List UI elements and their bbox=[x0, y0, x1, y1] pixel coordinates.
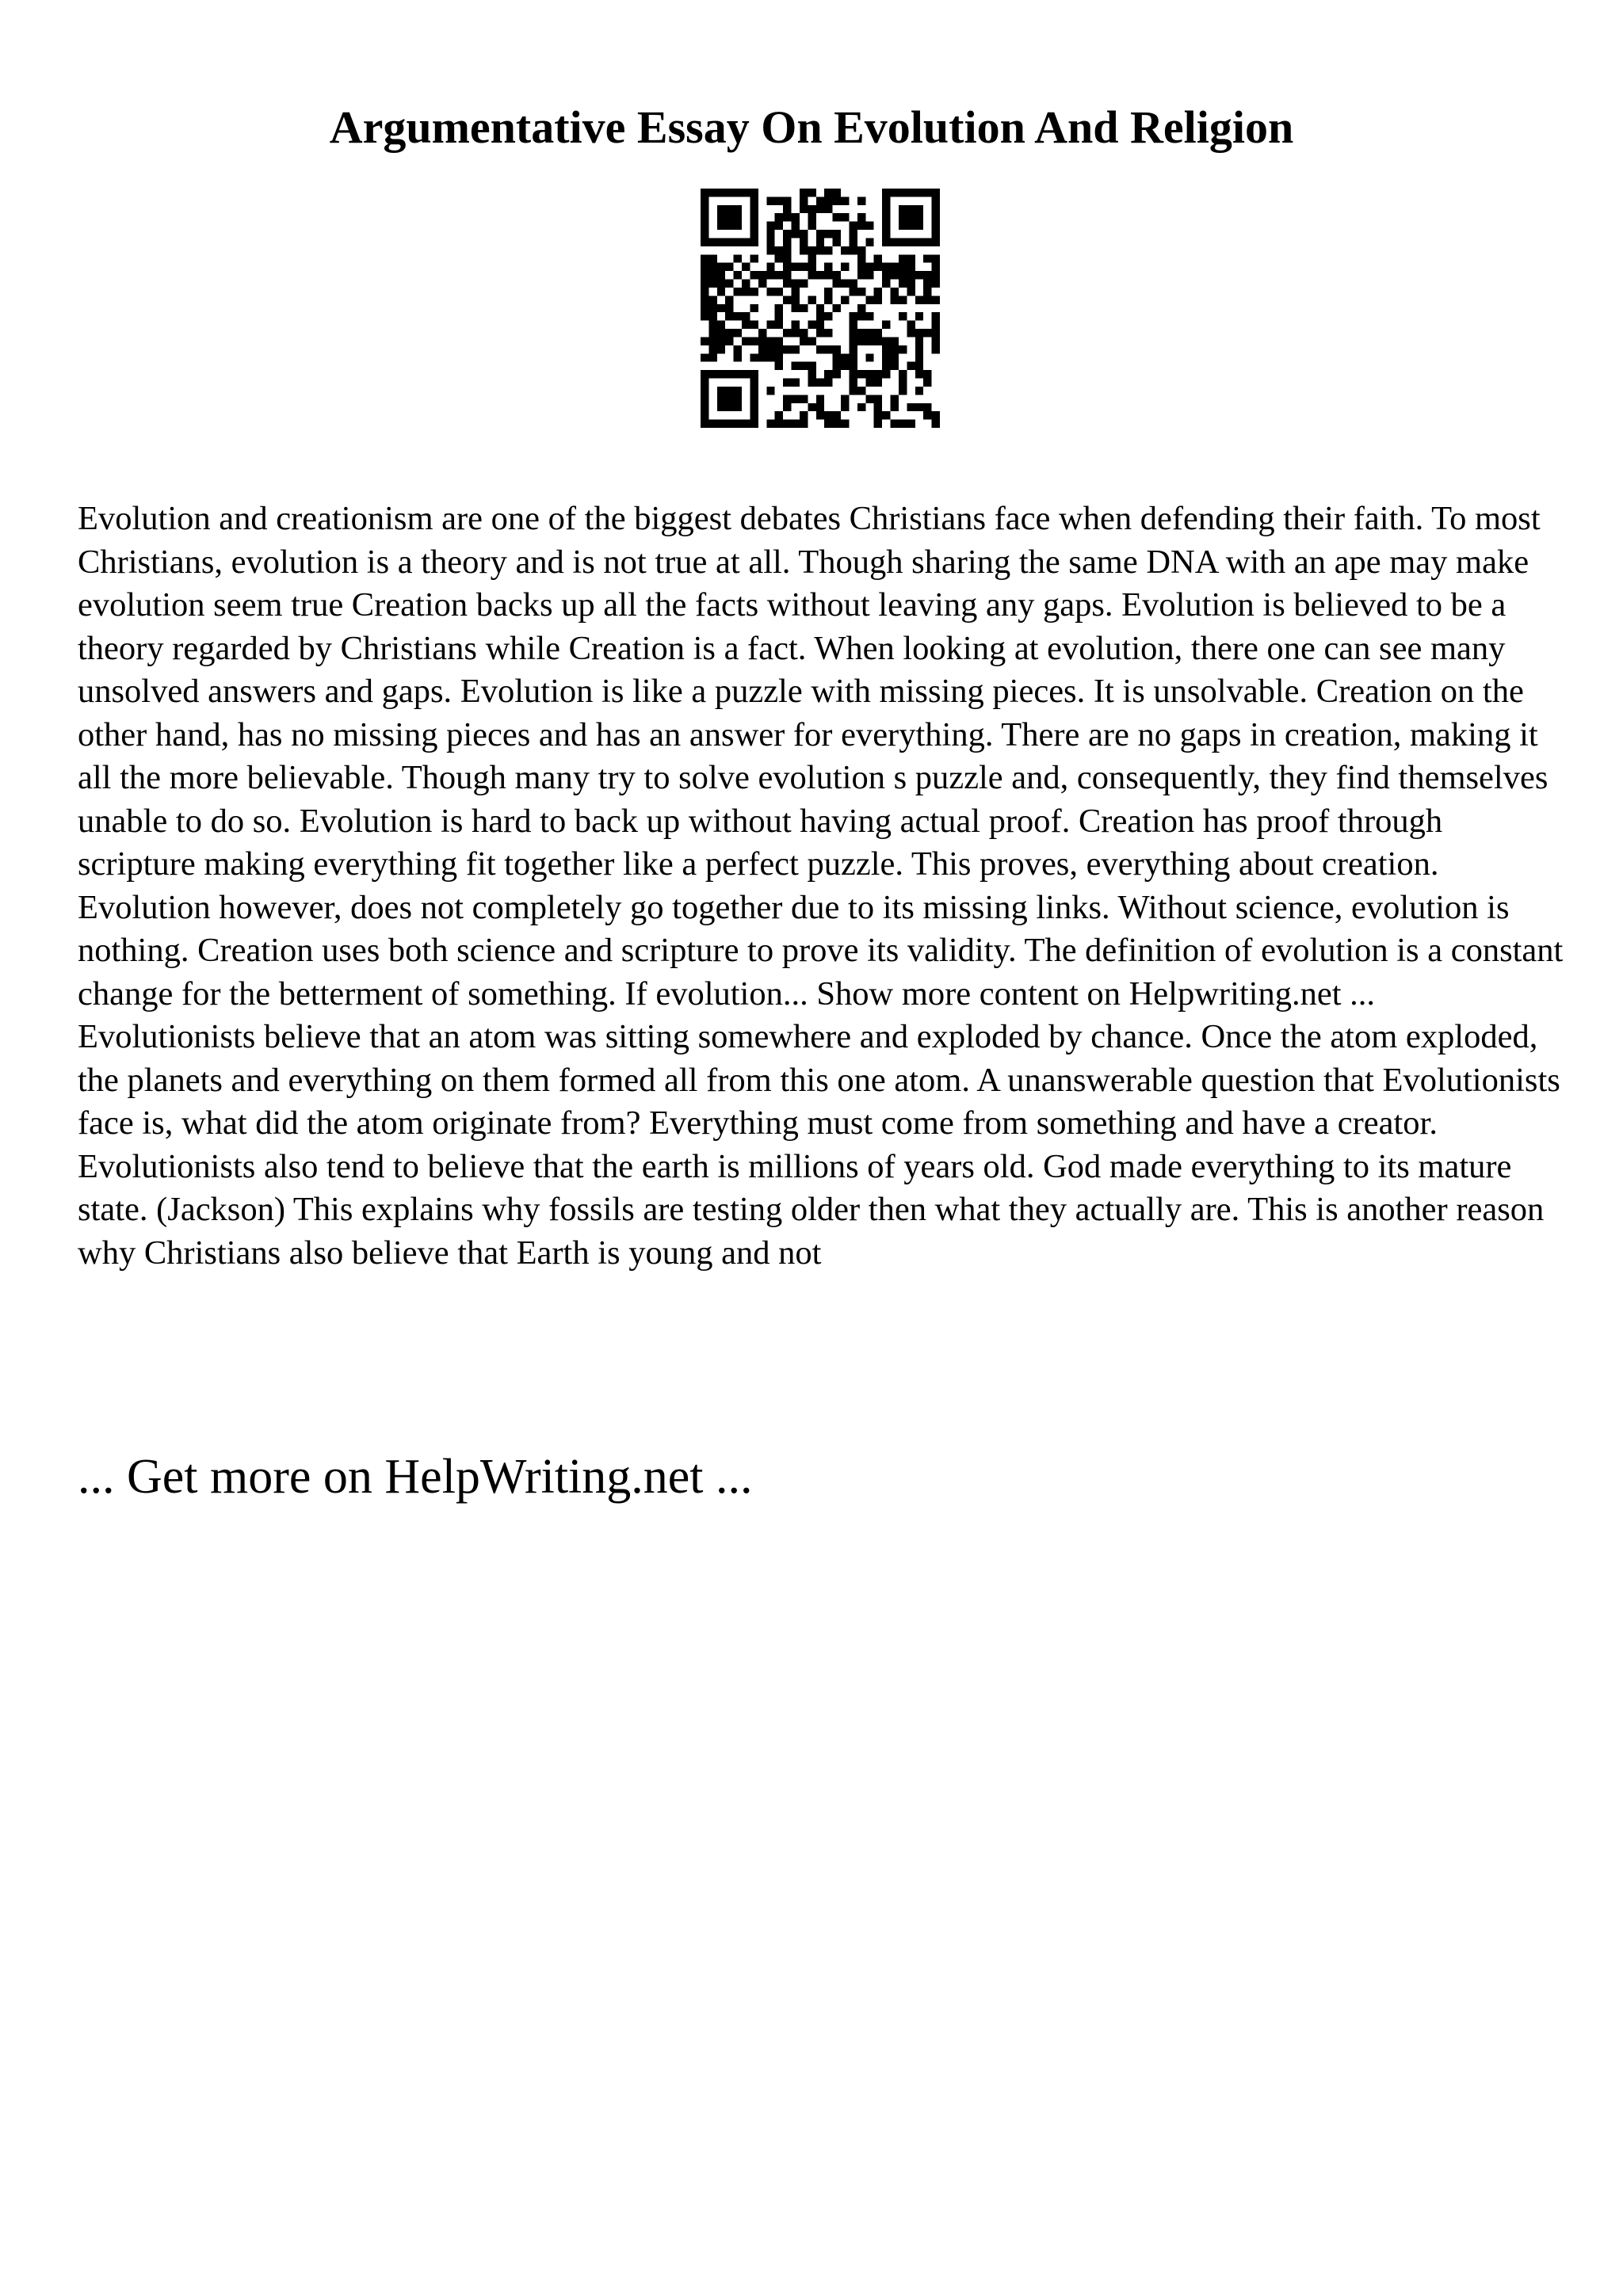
qr-code[interactable] bbox=[701, 189, 940, 428]
essay-paragraph-2: Evolutionists believe that an atom was sitting somewhere and exploded by chance. Once the atom exploded, the planets and everything on them formed all from this one atom. A unanswerable question that Evolutionists face is, what did the atom originate from? Everything must come from something and have a creator. Evolutionists also tend to believe that the earth is millions of years old. God made everything to its mature state. (Jackson) This explains why fossils are testing older then what they actually are. This is another reason why Christians also believe that Earth is young and not bbox=[78, 1018, 1560, 1272]
essay-paragraph-1: Evolution and creationism are one of the biggest debates Christians face when defending their faith. To most Christians, evolution is a theory and is not true at all. Though sharing the same DNA with an ape may make evolution seem true Creation backs up all the facts without leaving any gaps. Evolution is believed to be a theory regarded by Christians while Creation is a fact. When looking at evolution, there one can see many unsolved answers and gaps. Evolution is like a puzzle with missing pieces. It is unsolvable. Creation on the other hand, has no missing pieces and has an answer for everything. There are no gaps in creation, making it all the more believable. Though many try to solve evolution s puzzle and, consequently, they find themselves unable to do so. Evolution is hard to back up without having actual proof. Creation has proof through scripture making everything fit together like a perfect puzzle. This proves, everything about creation. Evolution however, does not completely go together due to its missing links. Without science, evolution is nothing. Creation uses both science and scripture to prove its validity. The definition of evolution is a constant change for the betterment of something. If evolution... Show more content on Helpwriting.net ... bbox=[78, 500, 1564, 1013]
qr-code-icon bbox=[701, 189, 940, 428]
page-title: Argumentative Essay On Evolution And Religion bbox=[329, 101, 1294, 153]
essay-body bbox=[78, 498, 1568, 1275]
get-more-link[interactable]: ... Get more on HelpWriting.net ... bbox=[78, 1450, 753, 1504]
